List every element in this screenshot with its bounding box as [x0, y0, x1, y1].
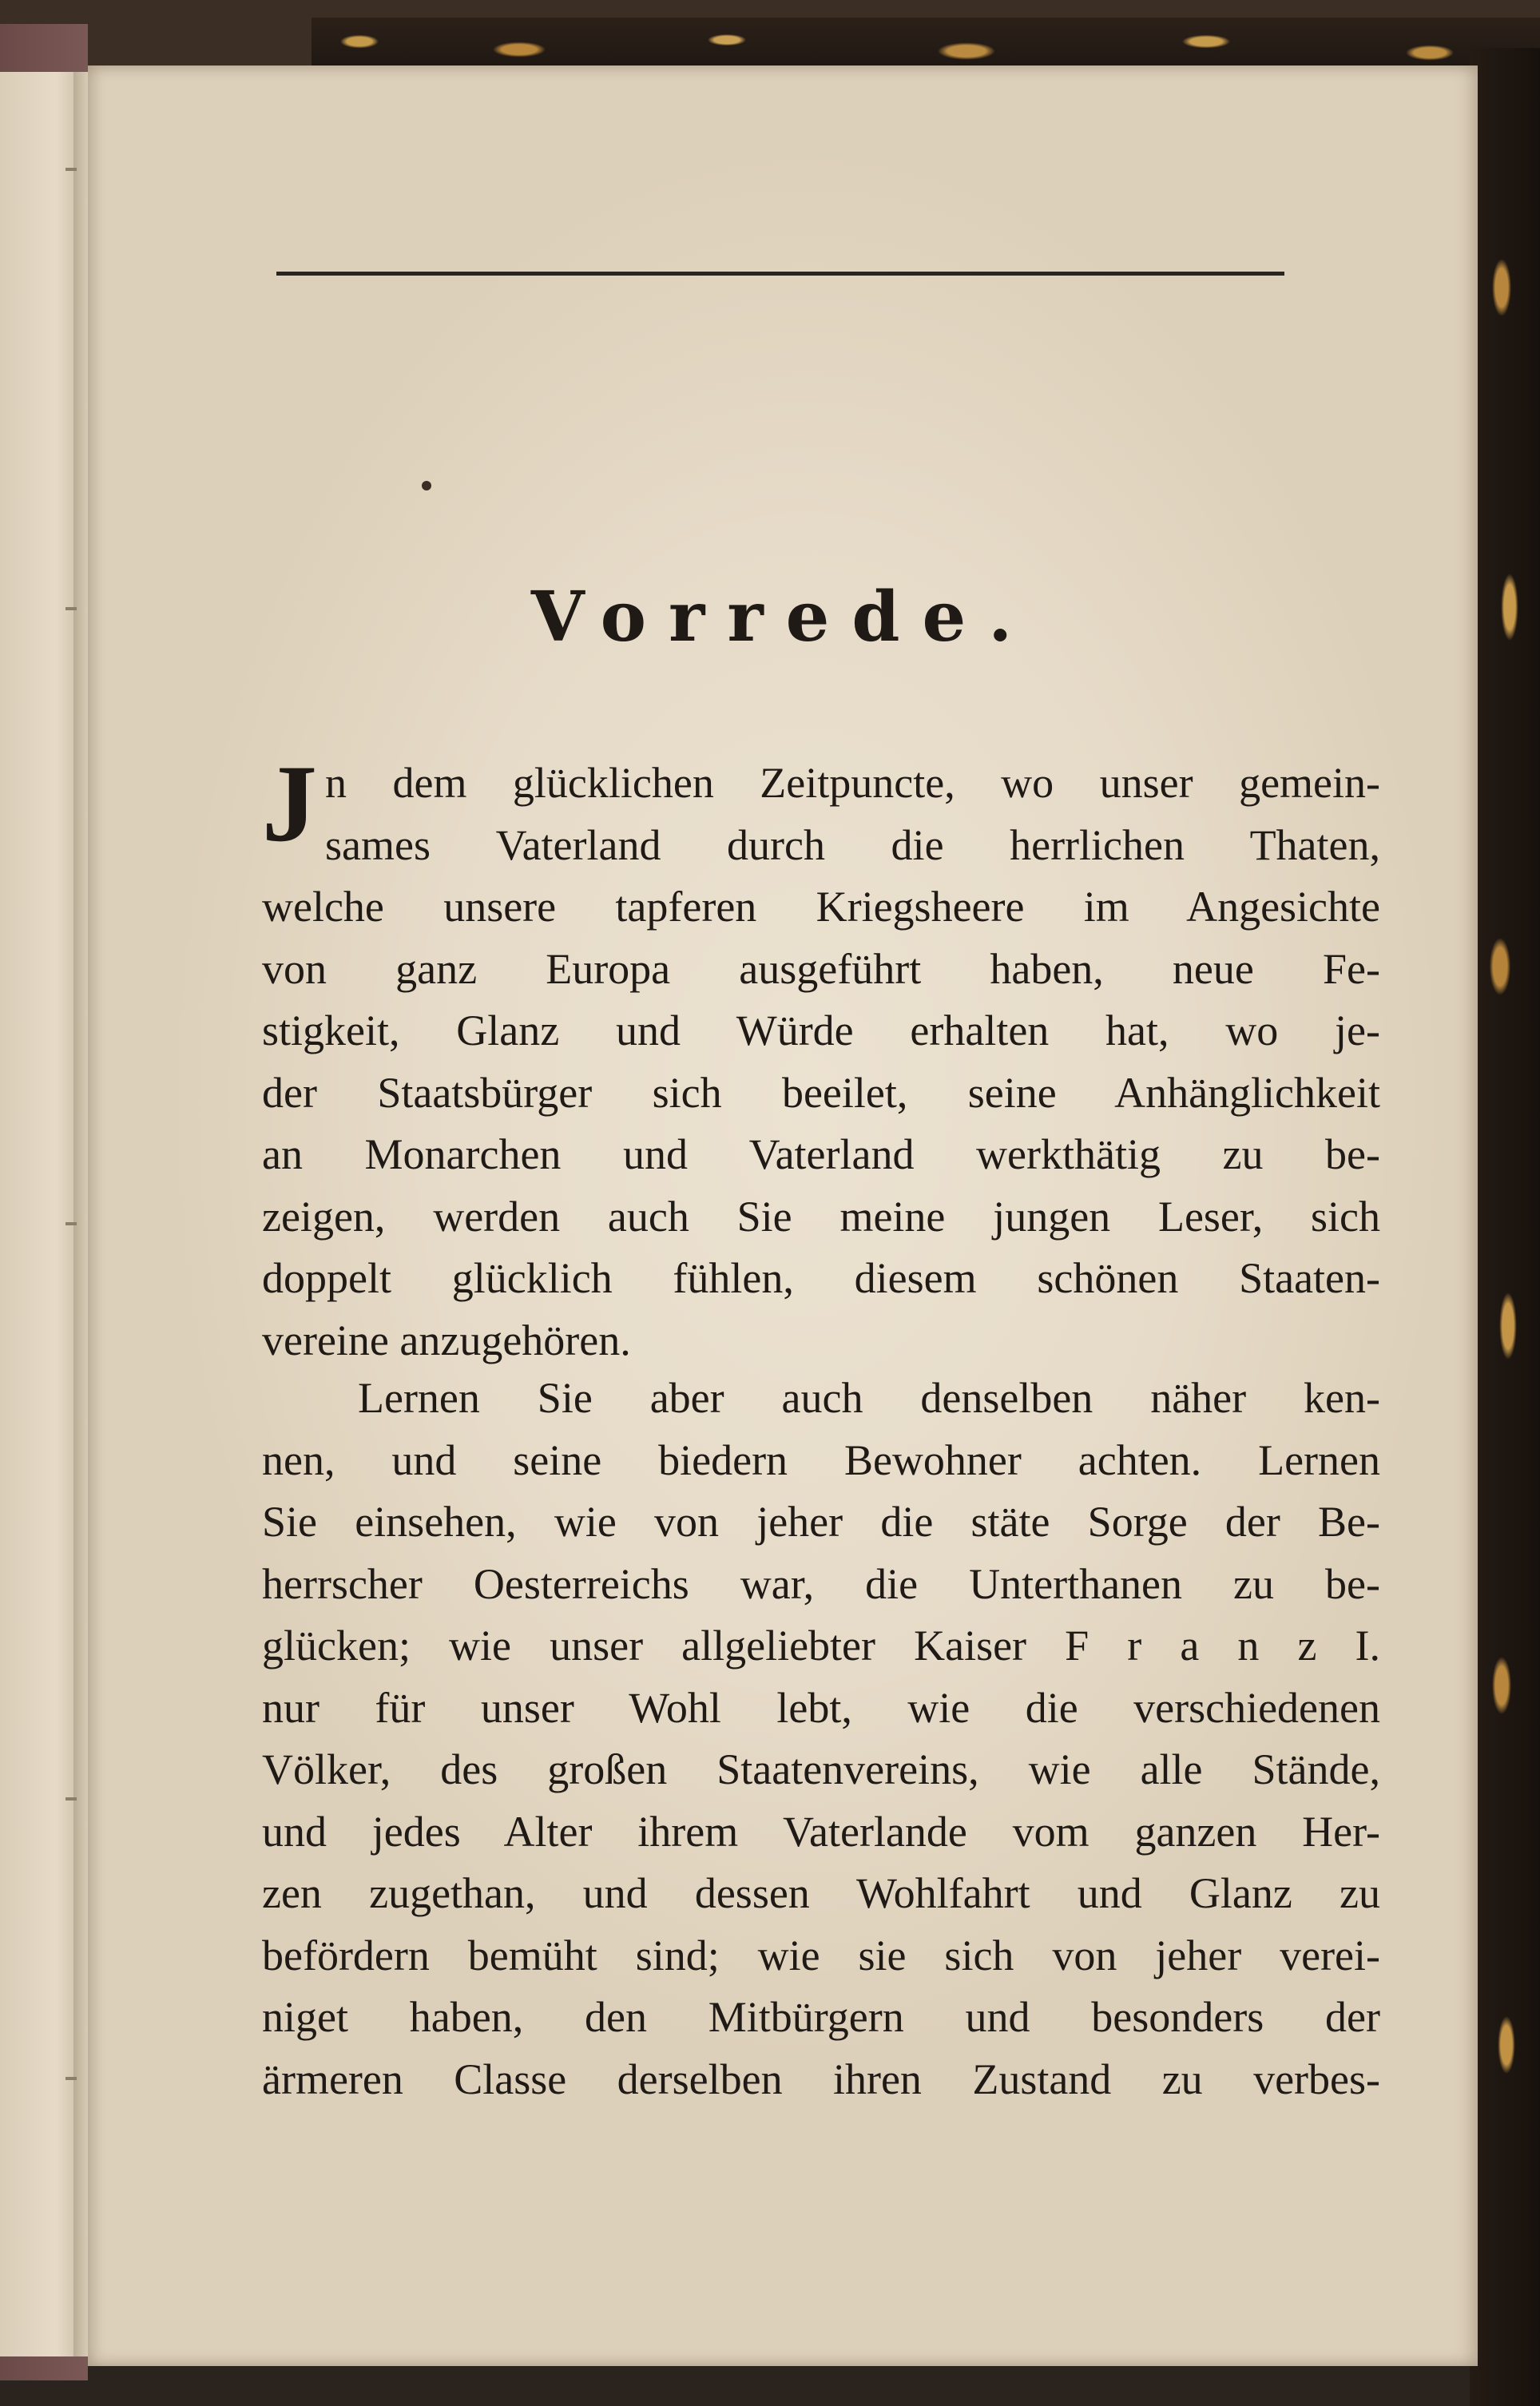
binding-stitch: [65, 1797, 77, 1801]
paragraph-2: [262, 1368, 1380, 2110]
text-line: stigkeit, Glanz und Würde erhalten hat, wo je-: [262, 1006, 1380, 1054]
text-line: herrscher Oesterreichs war, die Unterthanen zu be-: [262, 1559, 1380, 1608]
text-line: Völker, des großen Staatenvereins, wie alle Stände,: [262, 1745, 1380, 1793]
text-line: doppelt glücklich fühlen, diesem schönen Staaten-: [262, 1254, 1380, 1302]
text-line: ärmeren Classe derselben ihren Zustand zu verbes-: [262, 2055, 1380, 2103]
text-line: niget haben, den Mitbürgern und besonders der: [262, 1993, 1380, 2041]
marbled-cover-right: [1470, 48, 1540, 2406]
text-line: nur für unser Wohl lebt, wie die verschiedenen: [262, 1683, 1380, 1732]
paragraph-1: [262, 742, 1380, 1372]
text-line: an Monarchen und Vaterland werkthätig zu be-: [262, 1130, 1380, 1178]
text-line: welche unsere tapferen Kriegsheere im Angesichte: [262, 883, 1380, 931]
text-line: Lernen Sie aber auch denselben näher ken-: [358, 1374, 1380, 1422]
text-line: zeigen, werden auch Sie meine jungen Leser, sich: [262, 1192, 1380, 1241]
text-line: vereine anzugehören.: [262, 1316, 631, 1364]
text-line: nen, und seine biedern Bewohner achten. Lernen: [262, 1435, 1380, 1484]
binding-stitch: [65, 2077, 77, 2080]
header-rule: [276, 272, 1284, 276]
text-line: und jedes Alter ihrem Vaterlande vom ganzen Her-: [262, 1807, 1380, 1856]
binding-stitch: [65, 168, 77, 171]
page-title: Vorrede.: [530, 577, 1035, 657]
text-line: n dem glücklichen Zeitpuncte, wo unser gemein-: [325, 759, 1380, 807]
book-page: [88, 66, 1478, 2366]
text-line: Sie einsehen, wie von jeher die stäte Sorge der Be-: [262, 1498, 1380, 1546]
text-line: glücken; wie unser allgeliebter Kaiser F r a n z I.: [262, 1622, 1380, 1670]
binding-stitch: [65, 1222, 77, 1225]
text-line: sames Vaterland durch die herrlichen Thaten,: [325, 820, 1380, 869]
text-line: der Staatsbürger sich beeilet, seine Anhänglichkeit: [262, 1068, 1380, 1117]
text-line: zen zugethan, und dessen Wohlfahrt und Glanz zu: [262, 1869, 1380, 1917]
drop-initial: J: [262, 742, 317, 864]
text-line: befördern bemüht sind; wie sie sich von jeher verei-: [262, 1931, 1380, 1979]
text-line: von ganz Europa ausgeführt haben, neue Fe-: [262, 944, 1380, 993]
facing-page-edge: [0, 72, 80, 2356]
binding-stitch: [65, 607, 77, 610]
ink-spot: [422, 481, 431, 490]
